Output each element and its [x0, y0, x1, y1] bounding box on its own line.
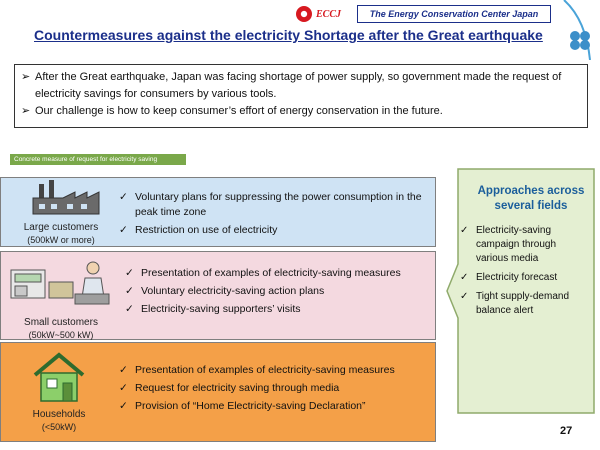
customer-label: Large customers: [23, 222, 99, 233]
eccj-logo-icon: [296, 6, 312, 22]
intro-item: [21, 69, 581, 103]
page-number: 27: [560, 425, 573, 437]
list-item: [125, 302, 431, 317]
eccj-logo: [296, 6, 341, 22]
list-item: [119, 381, 433, 396]
check-icon: ✓: [125, 267, 134, 279]
list-item: [119, 223, 429, 238]
intro-box: [14, 64, 588, 128]
check-icon: ✓: [119, 224, 128, 236]
measure-text: Voluntary plans for suppressing the power consumption in the peak time zone: [135, 191, 422, 218]
section-large-customers: [0, 177, 436, 247]
check-icon: ✓: [125, 285, 134, 297]
section-small-customers: [0, 251, 436, 340]
measure-text: Request for electricity saving through media: [135, 382, 340, 394]
check-icon: ✓: [460, 272, 469, 283]
intro-item: [21, 103, 581, 120]
check-icon: ✓: [125, 303, 134, 315]
list-item: [119, 190, 429, 220]
customer-threshold: (<50kW): [41, 422, 77, 432]
check-icon: ✓: [460, 225, 469, 236]
measure-text: Provision of “Home Electricity-saving Declaration”: [135, 400, 366, 412]
measure-text: Presentation of examples of electricity-saving measures: [141, 267, 401, 279]
list-item: [460, 271, 590, 285]
measure-text: Electricity-saving supporters’ visits: [141, 303, 301, 315]
list-item: [125, 284, 431, 299]
house-icon: [31, 351, 87, 403]
check-icon: ✓: [119, 191, 128, 203]
measure-text: Voluntary electricity-saving action plans: [141, 285, 325, 297]
list-item: [119, 363, 433, 378]
measure-list: [119, 363, 433, 417]
check-icon: ✓: [119, 364, 128, 376]
list-item: [460, 290, 590, 318]
page-title: Countermeasures against the electricity Shortage after the Great earthquake: [34, 27, 543, 43]
measure-text: Restriction on use of electricity: [135, 224, 278, 236]
arrow-bullet-icon: ➢: [21, 71, 31, 83]
approach-list: [460, 224, 590, 323]
check-icon: ✓: [119, 382, 128, 394]
check-icon: ✓: [119, 400, 128, 412]
approach-item-text: Tight supply-demand balance alert: [476, 291, 570, 316]
eccj-logo-text: ECCJ: [316, 8, 342, 20]
list-item: [125, 266, 431, 281]
customer-threshold: (50kW~500 kW): [28, 330, 94, 340]
factory-icon: [31, 180, 101, 216]
list-item: [460, 224, 590, 266]
customer-label: Households: [32, 409, 86, 420]
shop-worker-icon: [9, 256, 113, 306]
approach-title: Approaches across several fields: [477, 185, 585, 212]
customer-label: Small customers: [24, 317, 98, 328]
intro-text: Our challenge is how to keep consumer’s effort of energy conservation in the future.: [35, 105, 443, 117]
section-households: [0, 342, 436, 442]
measure-list: [125, 266, 431, 320]
intro-text: After the Great earthquake, Japan was facing shortage of power supply, so government made the request of electricity savings for consumers by various tools.: [35, 71, 562, 100]
org-name-banner: The Energy Conservation Center Japan: [357, 5, 551, 23]
measure-list: [119, 190, 429, 241]
concrete-measure-tag: Concrete measure of request for electricity saving: [10, 154, 186, 165]
list-item: [119, 399, 433, 414]
arrow-bullet-icon: ➢: [21, 105, 31, 117]
customer-threshold: (500kW or more): [27, 235, 95, 245]
approach-item-text: Electricity-saving campaign through various media: [476, 225, 557, 264]
approach-item-text: Electricity forecast: [476, 272, 558, 283]
measure-text: Presentation of examples of electricity-saving measures: [135, 364, 395, 376]
check-icon: ✓: [460, 291, 469, 302]
approach-panel: [446, 168, 596, 414]
